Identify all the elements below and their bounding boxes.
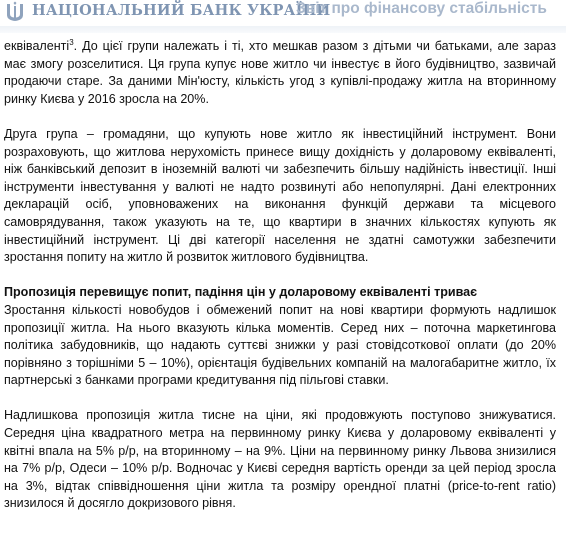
paragraph-1-rest: . До цієї групи належать і ті, хто мешкав разом з дітьми чи батьками, але зараз має змогу розселитися. Ця група купує нове житло чи інвестує в його будівництво, зазвичай продаючи старе. За даними Мін'юсту, кількість угод з купівлі-продажу житла на вторинному ринку Києва у 2016 зросла на 20%. xyxy=(4,39,556,106)
paragraph-3: Зростання кількості новобудов і обмежений попит на нові квартири формують надлишок пропозиції житла. На нього вказують кілька моментів. Серед них – поточна маркетингова політика забудовників, що надають суттєві знижки у разі стовідсоткової оплати (до 20% порівняно з торішніми 5 – 10%), орієнтація будівельних компаній на малогабаритне житло, їх партнерські з банками програми кредитування під пільгові ставки. xyxy=(4,302,556,388)
report-title: Звіт про фінансову стабільність xyxy=(296,0,547,17)
header-divider xyxy=(0,26,566,33)
footnote-ref: 3 xyxy=(69,37,74,47)
paragraph-1-start: еквіваленті xyxy=(4,39,70,53)
paragraph-2: Друга група – громадяни, що купують нове житло як інвестиційний інструмент. Вони розраховують, що житлова нерухомість принесе вищу дохідність у доларовому еквіваленті, ніж банківський депозит в іноземній валюті чи забезпечить більшу надійність інвестиції. Інші інструменти інвестування у валюті не надто розвинуті або непопулярні. Дані електронних декларацій осіб, уповноважених на виконання функцій держави та місцевого самоврядування, також указують на те, що квартири в значних кількостях купують як інвестиційний інструмент. Ці дві категорії населення не здатні самотужки забезпечити зростання попиту на житло й розвиток житлового будівництва. xyxy=(4,126,556,265)
page-header xyxy=(0,0,566,26)
document-body xyxy=(4,38,556,513)
section-heading: Пропозиція перевищує попит, падіння цін у доларовому еквіваленті триває xyxy=(4,285,478,300)
trident-logo-icon xyxy=(4,1,26,23)
bank-name: НАЦІОНАЛЬНИЙ БАНК УКРАЇНИ xyxy=(32,2,331,19)
paragraph-1 xyxy=(4,38,556,108)
paragraph-4: Надлишкова пропозиція житла тисне на ціни, які продовжують поступово знижуватися. Середня ціна квадратного метра на первинному ринку Києва у доларовому еквіваленті у квітні впала на 5% р/р, на вторинному – на 9%. Ціни на первинному ринку Львова знизилися на 7% р/р, Одеси – 10% р/р. Водночас у Києві середня вартість оренди за цей період зросла на 3%, відтак співвідношення ціни житла та розміру орендної платні (price-to-rent ratio) знизилося й досягло докризового рівня. xyxy=(4,408,556,511)
